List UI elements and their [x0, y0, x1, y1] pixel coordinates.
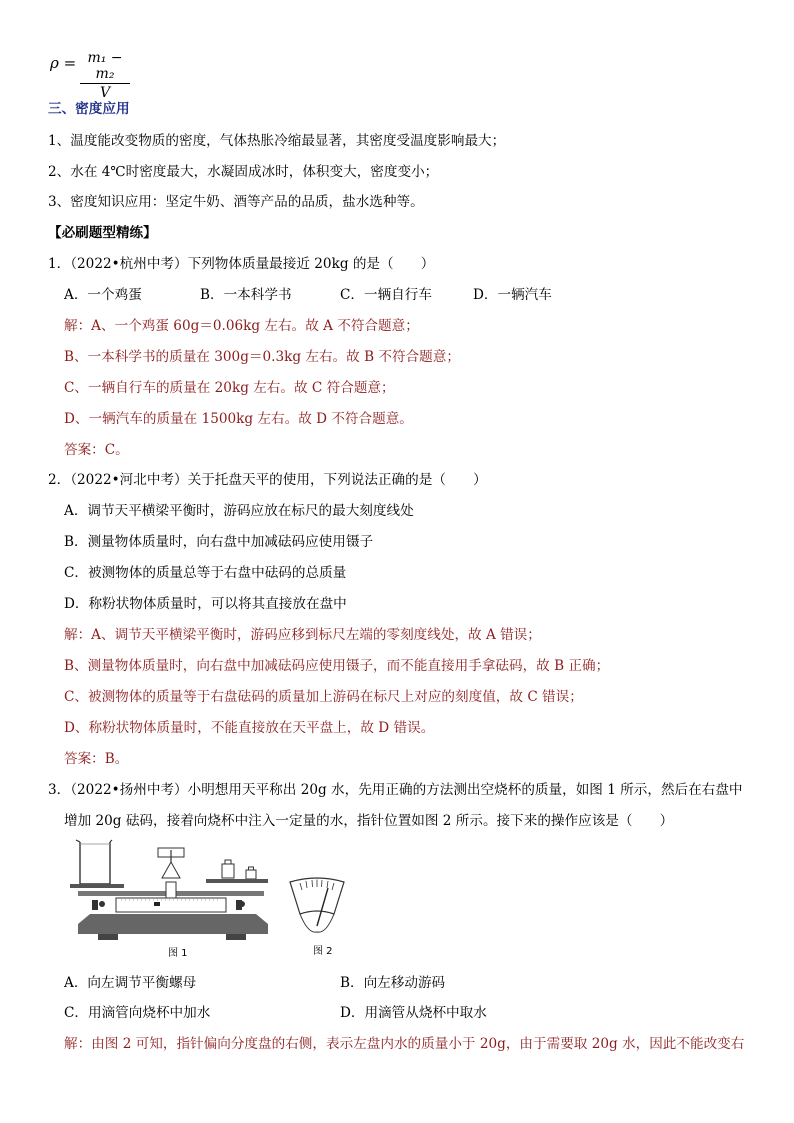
q3-stem-line-1: 3．（2022•扬州中考）小明想用天平称出 20g 水，先用正确的方法测出空烧杯的质量，如图 1 所示，然后在右盘中	[48, 782, 743, 798]
point-2: 2、水在 4℃时密度最大，水凝固成冰时，体积变大，密度变小；	[48, 164, 439, 180]
density-formula	[50, 50, 123, 101]
q1-option-a: A．一个鸡蛋	[64, 287, 142, 303]
q2-option-c: C．被测物体的质量总等于右盘中砝码的总质量	[64, 565, 347, 581]
q1-solution-3: C、一辆自行车的质量在 20kg 左右。故 C 符合题意；	[64, 380, 395, 396]
point-3: 3、密度知识应用：坚定牛奶、酒等产品的品质，盐水选种等。	[48, 194, 424, 210]
formula-denominator: V	[99, 85, 111, 101]
q3-solution-1: 解：由图 2 可知，指针偏向分度盘的右侧，表示左盘内水的质量小于 20g，由于需要取 20g 水，因此不能改变右	[64, 1036, 745, 1052]
q2-solution-3: C、被测物体的质量等于右盘砝码的质量加上游码在标尺上对应的刻度值，故 C 错误；	[64, 689, 583, 705]
q1-option-b: B．一本科学书	[200, 287, 292, 303]
q2-option-d: D．称粉状物体质量时，可以将其直接放在盘中	[64, 596, 347, 612]
q1-option-d: D．一辆汽车	[473, 287, 552, 303]
figure-1-balance	[66, 838, 276, 946]
formula-lhs: ρ =	[50, 54, 77, 72]
q3-option-d: D．用滴管从烧杯中取水	[340, 1005, 487, 1021]
q3-option-b: B．向左移动游码	[340, 975, 446, 991]
q1-option-c: C．一辆自行车	[340, 287, 432, 303]
figure-2-dial	[286, 874, 348, 936]
q1-answer: 答案：C。	[64, 442, 129, 458]
q1-solution-1: 解：A、一个鸡蛋 60g＝0.06kg 左右。故 A 不符合题意；	[64, 318, 419, 334]
q1-solution-2: B、一本科学书的质量在 300g＝0.3kg 左右。故 B 不符合题意；	[64, 349, 460, 365]
q3-stem-line-2: 增加 20g 砝码，接着向烧杯中注入一定量的水，指针位置如图 2 所示。接下来的操作应该是（ ）	[64, 813, 674, 829]
q1-stem: 1．（2022•杭州中考）下列物体质量最接近 20kg 的是（ ）	[48, 256, 435, 272]
q2-answer: 答案：B。	[64, 751, 129, 767]
section-3-title: 三、密度应用	[48, 101, 130, 117]
q2-solution-4: D、称粉状物体质量时，不能直接放在天平盘上，故 D 错误。	[64, 720, 435, 736]
q2-stem: 2．（2022•河北中考）关于托盘天平的使用，下列说法正确的是（ ）	[48, 472, 487, 488]
figure-2-caption: 图 2	[313, 946, 333, 957]
q3-option-c: C．用滴管向烧杯中加水	[64, 1005, 211, 1021]
figure-1-caption: 图 1	[168, 948, 188, 959]
formula-fraction	[80, 50, 130, 102]
practice-title: 【必刷题型精练】	[48, 225, 157, 241]
point-1: 1、温度能改变物质的密度，气体热胀冷缩最显著，其密度受温度影响最大；	[48, 133, 506, 149]
q2-solution-1: 解：A、调节天平横梁平衡时，游码应移到标尺左端的零刻度线处，故 A 错误；	[64, 627, 541, 643]
q1-solution-4: D、一辆汽车的质量在 1500kg 左右。故 D 不符合题意。	[64, 411, 413, 427]
formula-numerator: m₁ − m₂	[80, 50, 130, 84]
q2-option-a: A．调节天平横梁平衡时，游码应放在标尺的最大刻度线处	[64, 503, 414, 519]
q2-option-b: B．测量物体质量时，向右盘中加减砝码应使用镊子	[64, 534, 374, 550]
q3-option-a: A．向左调节平衡螺母	[64, 975, 197, 991]
q2-solution-2: B、测量物体质量时，向右盘中加减砝码应使用镊子，而不能直接用手拿砝码，故 B 正确；	[64, 658, 610, 674]
